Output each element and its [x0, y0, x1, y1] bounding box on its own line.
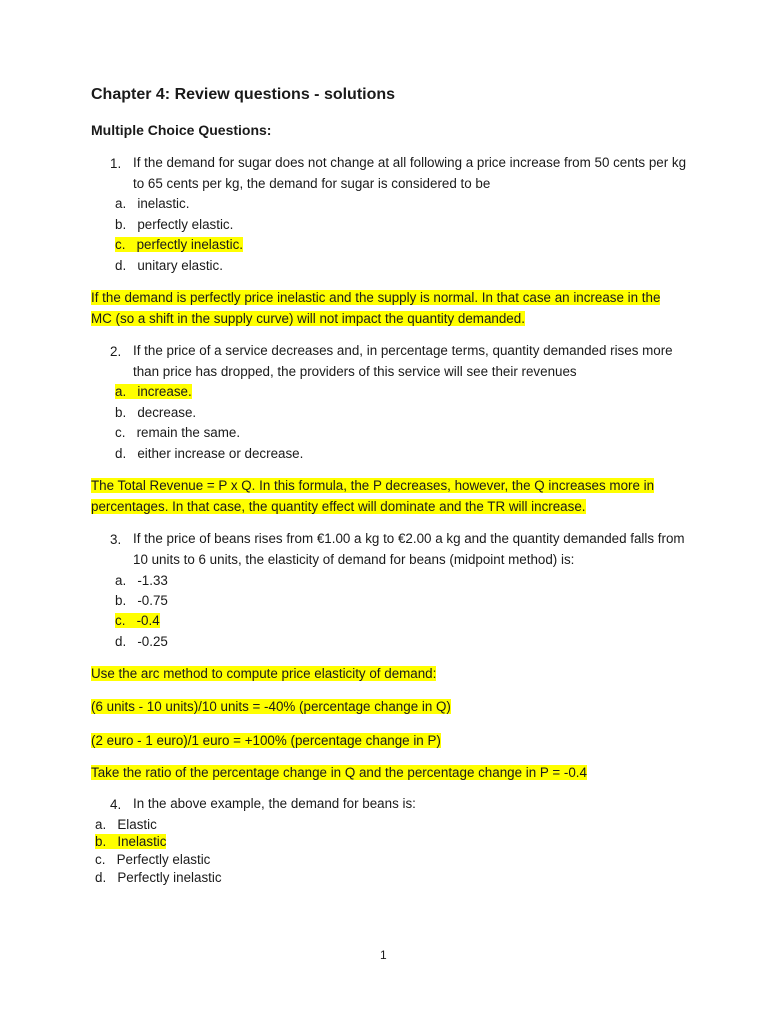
question-number: 3. [110, 532, 122, 547]
answer-explanation: (6 units - 10 units)/10 units = -40% (percentage change in Q) [91, 699, 451, 714]
question-text: In the above example, the demand for beans is: [133, 796, 416, 811]
answer-explanation: Take the ratio of the percentage change in Q and the percentage change in P = -0.4 [91, 765, 587, 780]
page-number: 1 [380, 948, 387, 962]
option-b: b. decrease. [115, 405, 197, 420]
page-title: Chapter 4: Review questions - solutions [91, 86, 396, 103]
question-text: If the demand for sugar does not change at all following a price increase from 50 cents per kg to 65 cents per kg, the demand for sugar is considered to be [133, 155, 687, 191]
option-a: a. inelastic. [115, 196, 190, 211]
option-c: c. remain the same. [115, 425, 241, 440]
option-c-correct: c. perfectly inelastic. [115, 237, 244, 252]
section-heading: Multiple Choice Questions: [91, 122, 272, 138]
option-d: d. -0.25 [115, 634, 168, 649]
answer-explanation: If the demand is perfectly price inelastic and the supply is normal. In that case an increase in the MC (so a shift in the supply curve) will not impact the quantity demanded. [91, 290, 661, 326]
answer-explanation: Use the arc method to compute price elasticity of demand: [91, 666, 437, 681]
question-number: 1. [110, 156, 122, 171]
answer-explanation: (2 euro - 1 euro)/1 euro = +100% (percentage change in P) [91, 733, 441, 748]
option-d: d. Perfectly inelastic [95, 870, 222, 885]
option-b-correct: b. Inelastic [95, 834, 167, 849]
option-c-correct: c. -0.4 [115, 613, 160, 628]
option-a: a. -1.33 [115, 573, 168, 588]
option-d: d. unitary elastic. [115, 258, 223, 273]
question-text: If the price of beans rises from €1.00 a kg to €2.00 a kg and the quantity demanded falls from 10 units to 6 units, the elasticity of demand for beans (midpoint method) is: [133, 531, 685, 567]
option-c: c. Perfectly elastic [95, 852, 211, 867]
question-number: 2. [110, 344, 122, 359]
option-b: b. -0.75 [115, 593, 168, 608]
option-a-correct: a. increase. [115, 384, 192, 399]
option-b: b. perfectly elastic. [115, 217, 234, 232]
question-number: 4. [110, 797, 122, 812]
question-text: If the price of a service decreases and, in percentage terms, quantity demanded rises more than price has dropped, the providers of this service will see their revenues [133, 343, 673, 379]
option-a: a. Elastic [95, 817, 157, 832]
answer-explanation: The Total Revenue = P x Q. In this formula, the P decreases, however, the Q increases more in percentages. In that case, the quantity effect will dominate and the TR will increase. [91, 478, 655, 514]
option-d: d. either increase or decrease. [115, 446, 304, 461]
